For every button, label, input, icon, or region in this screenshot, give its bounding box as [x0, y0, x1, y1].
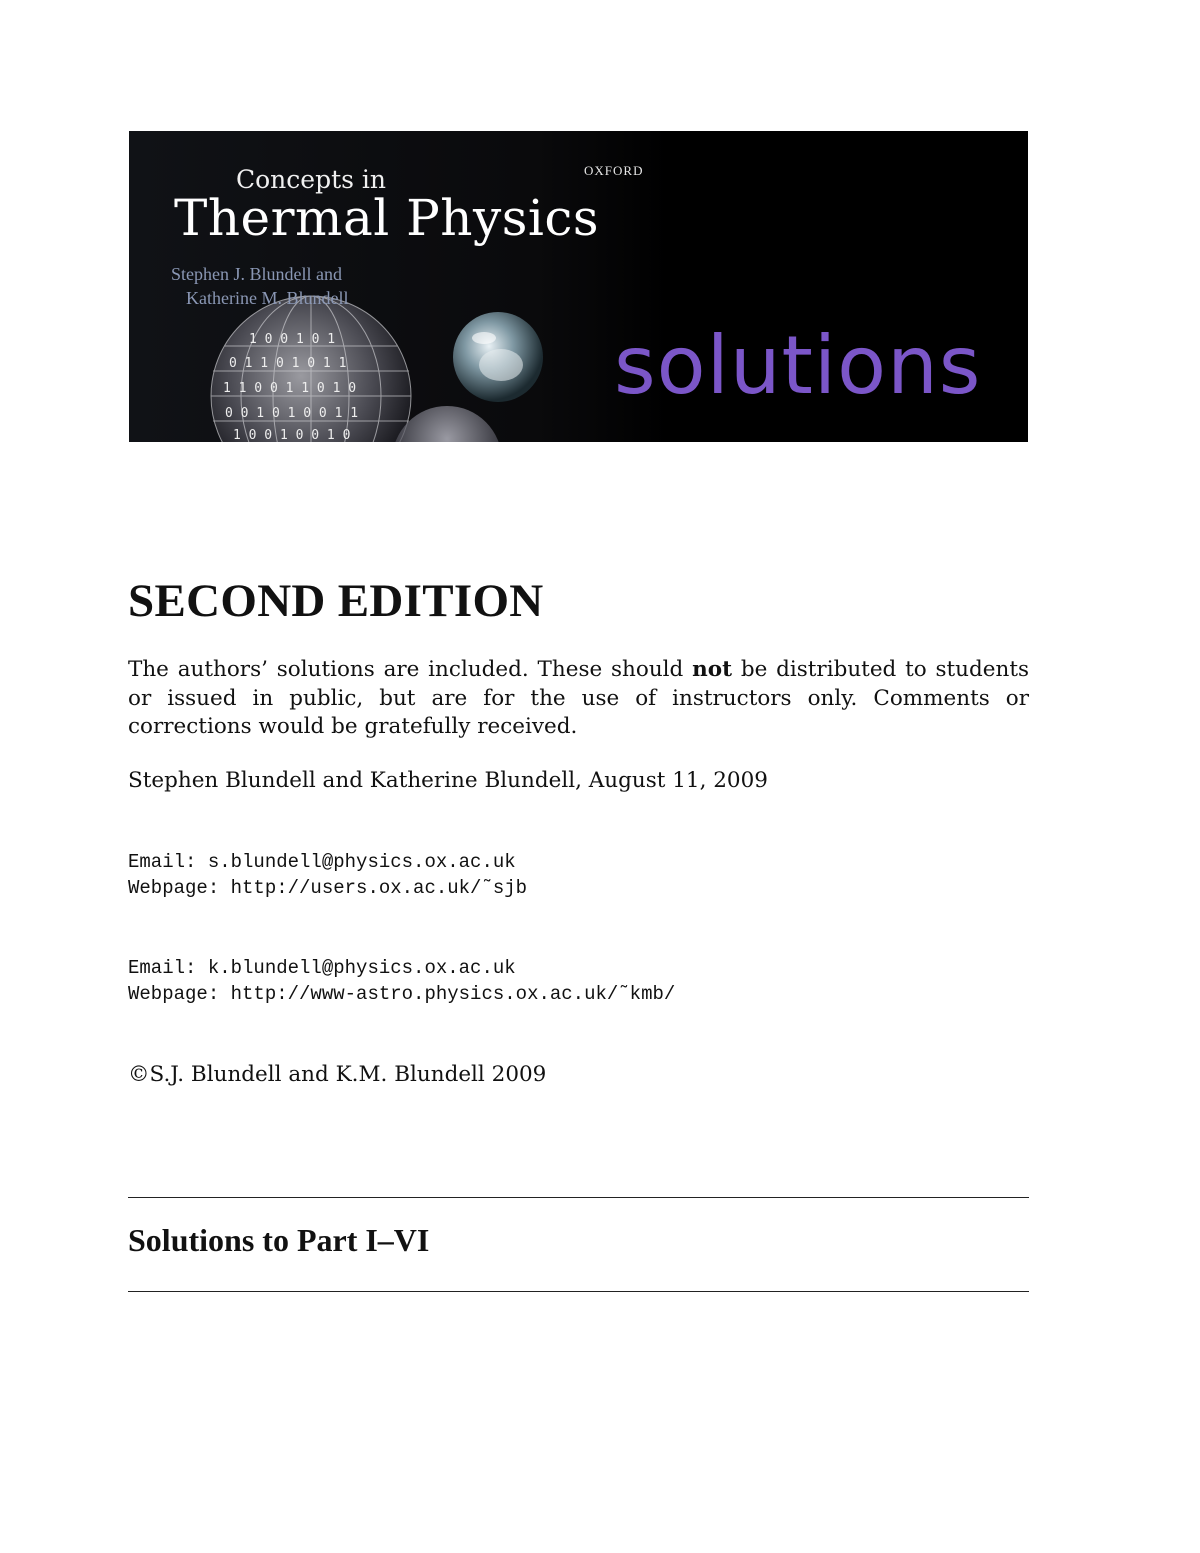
authors-date: Stephen Blundell and Katherine Blundell, August 11, 2009	[128, 768, 768, 793]
bottom-rule	[128, 1291, 1029, 1292]
section-title: Solutions to Part I–VI	[128, 1222, 430, 1258]
svg-text:1 0 0 1 0 1: 1 0 0 1 0 1	[249, 332, 336, 347]
edition-heading: SECOND EDITION	[128, 575, 544, 627]
email-line-1[interactable]: Email: s.blundell@physics.ox.ac.uk	[128, 851, 516, 873]
contact-block-1	[128, 849, 527, 901]
intro-bold: not	[692, 657, 733, 682]
book-title: Thermal Physics	[174, 189, 600, 247]
solutions-overlay: solutions	[614, 319, 982, 412]
publisher-logo: OXFORD	[584, 163, 644, 178]
svg-text:0 0 1 0 1 0 0 1 1: 0 0 1 0 1 0 0 1 1	[225, 406, 359, 421]
top-rule	[128, 1197, 1029, 1198]
svg-text:1 1 0 0 1 1 0 1 0: 1 1 0 0 1 1 0 1 0	[223, 381, 357, 396]
banner-author-2: Katherine M. Blundell	[186, 288, 349, 308]
bubble-image	[453, 312, 543, 402]
copyright-notice: ©S.J. Blundell and K.M. Blundell 2009	[128, 1062, 547, 1087]
webpage-line-2[interactable]: Webpage: http://www-astro.physics.ox.ac.uk/˜kmb/	[128, 983, 676, 1005]
series-line: Concepts in	[236, 165, 386, 194]
webpage-line-1[interactable]: Webpage: http://users.ox.ac.uk/˜sjb	[128, 877, 528, 899]
cover-banner	[129, 131, 1028, 442]
email-line-2[interactable]: Email: k.blundell@physics.ox.ac.uk	[128, 957, 516, 979]
intro-text-2: be distributed to students or issued in public, but are for the use of instructors only. Comments or corrections would be gratefully received.	[128, 657, 1030, 739]
contact-block-2	[128, 955, 675, 1007]
svg-text:0 1 1 0 1 0 1 1: 0 1 1 0 1 0 1 1	[229, 356, 347, 371]
intro-paragraph	[128, 656, 1029, 742]
svg-text:1 0 0 1 0 0 1 0: 1 0 0 1 0 0 1 0	[233, 428, 351, 442]
intro-text-1: The authors’ solutions are included. These should	[128, 657, 693, 682]
banner-author-1: Stephen J. Blundell and	[171, 264, 342, 284]
